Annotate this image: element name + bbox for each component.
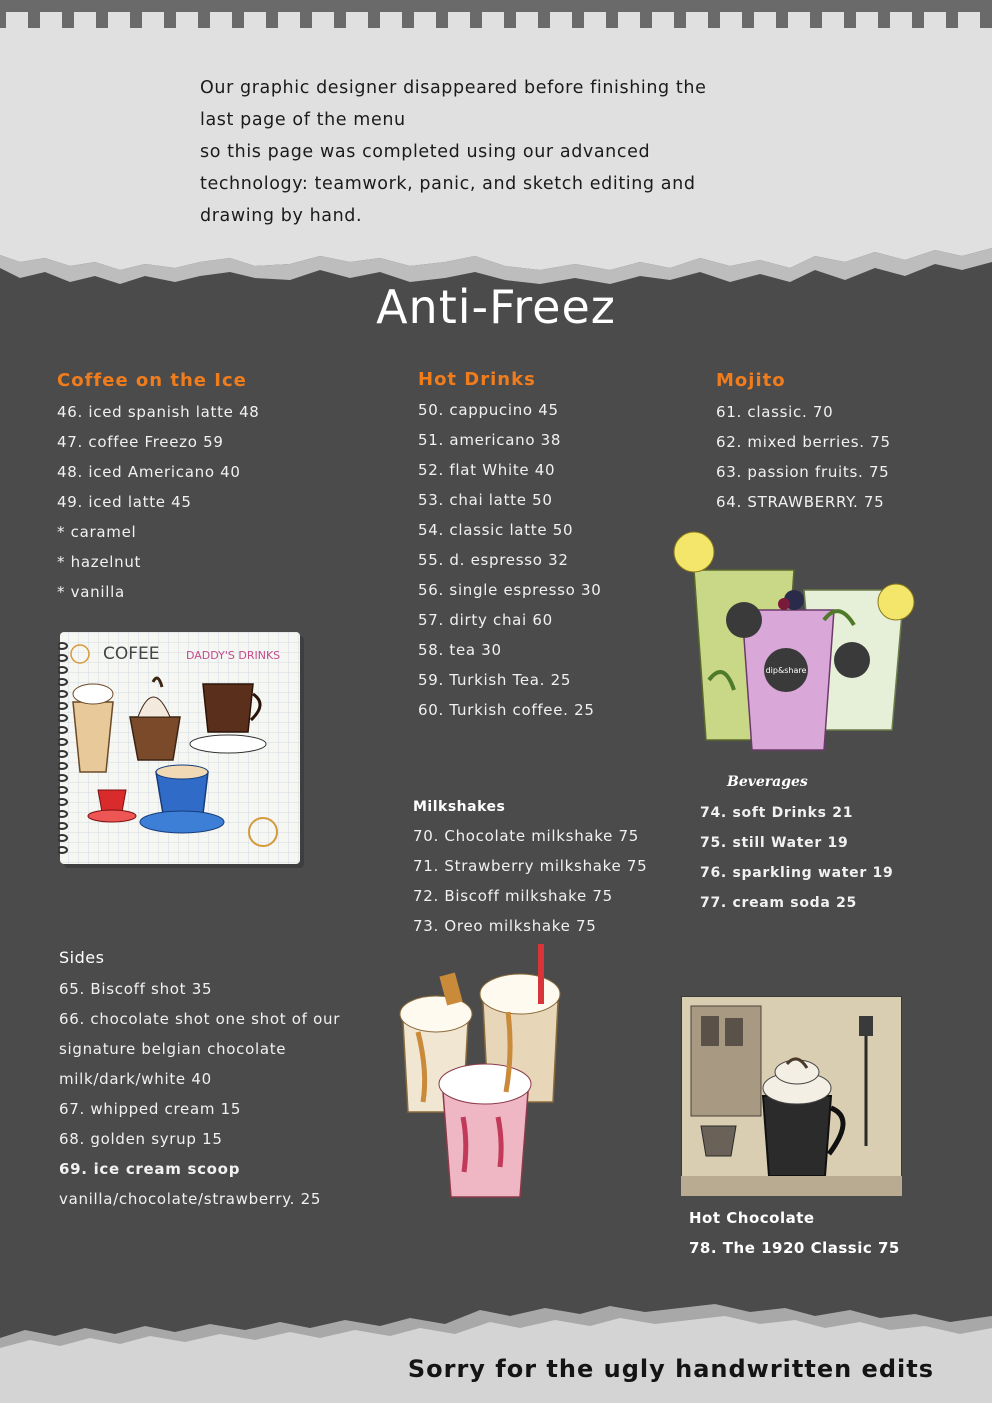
list-item: 53. chai latte 50 [418, 491, 553, 509]
list-item: 70. Chocolate milkshake 75 [413, 827, 640, 845]
list-item: 66. chocolate shot one shot of our [59, 1010, 341, 1028]
intro-note [200, 72, 820, 232]
intro-line: so this page was completed using our advanced [200, 142, 651, 162]
list-item: 54. classic latte 50 [418, 521, 574, 539]
list-item: 51. americano 38 [418, 431, 562, 449]
hot-drinks-heading: Hot Drinks [418, 369, 536, 390]
list-item: 68. golden syrup 15 [59, 1130, 223, 1148]
list-item: 46. iced spanish latte 48 [57, 403, 260, 421]
list-item: 72. Biscoff milkshake 75 [413, 887, 613, 905]
milkshakes-illustration [388, 942, 610, 1204]
milkshakes-list [413, 821, 647, 941]
intro-line: technology: teamwork, panic, and sketch editing and [200, 174, 696, 194]
mojito-heading: Mojito [716, 370, 786, 391]
list-item: 67. whipped cream 15 [59, 1100, 242, 1118]
list-item: 63. passion fruits. 75 [716, 463, 890, 481]
list-item: vanilla/chocolate/strawberry. 25 [59, 1190, 322, 1208]
cup-label: dip&share [765, 666, 807, 675]
coffee-ice-list [57, 397, 260, 607]
sides-heading: Sides [59, 948, 105, 967]
list-item: milk/dark/white 40 [59, 1070, 212, 1088]
list-item: 73. Oreo milkshake 75 [413, 917, 597, 935]
page-title: Anti-Freez [376, 280, 616, 334]
hot-chocolate-illustration [681, 996, 902, 1200]
intro-line: last page of the menu [200, 110, 406, 130]
mojito-cups-illustration [664, 530, 929, 764]
list-item: 50. cappucino 45 [418, 401, 559, 419]
list-item: * caramel [57, 523, 137, 541]
list-item: 56. single espresso 30 [418, 581, 602, 599]
intro-line: Our graphic designer disappeared before finishing the [200, 78, 707, 98]
milkshakes-heading: Milkshakes [413, 799, 506, 815]
mojito-list [716, 397, 891, 517]
bottom-torn-paper [0, 1300, 992, 1403]
hot-chocolate-item: 78. The 1920 Classic 75 [689, 1239, 900, 1257]
beverages-list [700, 798, 893, 918]
hot-drinks-list [418, 395, 602, 725]
list-item: 55. d. espresso 32 [418, 551, 569, 569]
list-item: 48. iced Americano 40 [57, 463, 241, 481]
notebook-right-label: DADDY'S DRINKS [186, 649, 281, 662]
list-item: 61. classic. 70 [716, 403, 834, 421]
list-item: 77. cream soda 25 [700, 895, 857, 911]
list-item: 64. STRAWBERRY. 75 [716, 493, 885, 511]
list-item: 71. Strawberry milkshake 75 [413, 857, 648, 875]
list-item: 60. Turkish coffee. 25 [418, 701, 595, 719]
coffee-notebook-illustration [58, 632, 308, 874]
list-item: signature belgian chocolate [59, 1040, 287, 1058]
list-item: 58. tea 30 [418, 641, 502, 659]
list-item: 62. mixed berries. 75 [716, 433, 891, 451]
list-item: 75. still Water 19 [700, 835, 849, 851]
list-item: 52. flat White 40 [418, 461, 556, 479]
coffee-ice-heading: Coffee on the Ice [57, 370, 247, 391]
list-item: 65. Biscoff shot 35 [59, 980, 213, 998]
list-item: 59. Turkish Tea. 25 [418, 671, 572, 689]
list-item: 69. ice cream scoop [59, 1160, 241, 1178]
list-item: * vanilla [57, 583, 125, 601]
footer-note: Sorry for the ugly handwritten edits [407, 1355, 934, 1383]
hot-chocolate-heading: Hot Chocolate [689, 1209, 815, 1227]
sides-list [59, 974, 340, 1214]
list-item: 57. dirty chai 60 [418, 611, 553, 629]
notebook-left-label: COFEE [103, 644, 160, 664]
list-item: * hazelnut [57, 553, 142, 571]
list-item: 76. sparkling water 19 [700, 865, 894, 881]
intro-line: drawing by hand. [200, 206, 363, 226]
beverages-heading: Beverages [727, 774, 808, 790]
list-item: 47. coffee Freezo 59 [57, 433, 224, 451]
list-item: 74. soft Drinks 21 [700, 805, 854, 821]
list-item: 49. iced latte 45 [57, 493, 192, 511]
